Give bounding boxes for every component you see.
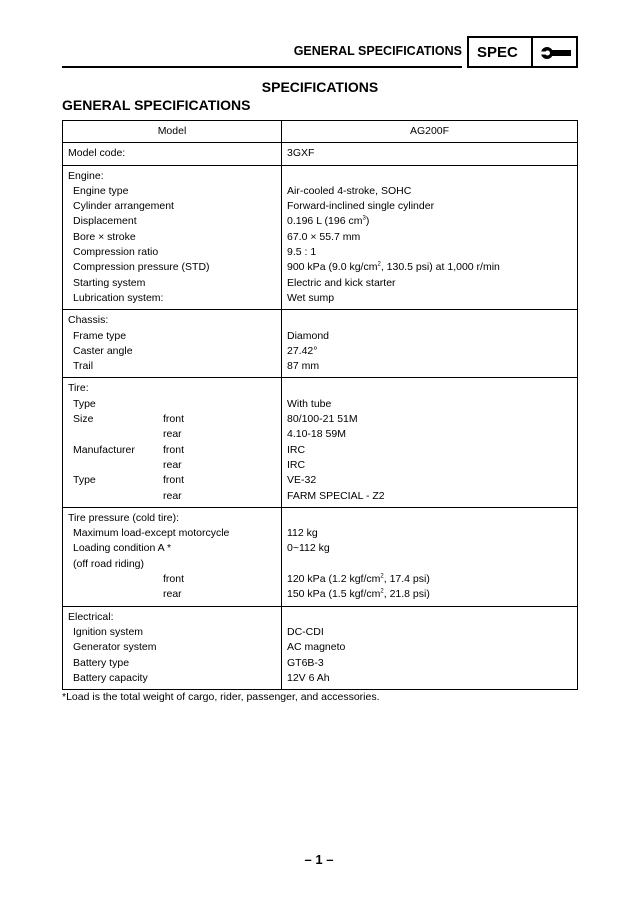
spec-value-text: FARM SPECIAL - Z2 (287, 489, 385, 502)
section-heading: Tire: (68, 382, 89, 395)
spec-value-text: AC magneto (287, 641, 346, 654)
engine-labels (63, 165, 282, 310)
spec-value-text: 0~112 kg (287, 542, 330, 555)
spec-sublabel: front (163, 573, 185, 586)
spec-label-text: Type (73, 397, 96, 410)
spec-label (68, 572, 276, 587)
page-header (62, 36, 578, 76)
electrical-labels (63, 606, 282, 689)
spec-value-text: With tube (287, 397, 332, 410)
spec-label (68, 541, 276, 556)
spec-value-superscript: 2 (380, 573, 384, 580)
spec-value-text: IRC (287, 443, 306, 456)
spec-sublabel: rear (163, 588, 182, 601)
spec-value (287, 526, 572, 541)
electrical-section (63, 606, 578, 689)
spec-label: Displacement (73, 215, 137, 228)
section-heading: Electrical: (68, 610, 114, 623)
section-heading: Chassis: (68, 314, 109, 327)
spec-value-text: 900 kPa (9.0 kg/cm (287, 261, 378, 274)
spec-label-text: Size (73, 413, 94, 426)
spec-sublabel: front (163, 413, 185, 426)
spec-value-superscript: 3 (362, 215, 366, 222)
specifications-table (62, 120, 578, 690)
spec-value-text: 150 kPa (1.5 kgf/cm (287, 588, 381, 601)
spec-value (287, 541, 572, 556)
spec-value (287, 625, 572, 640)
spec-value (287, 397, 572, 412)
spec-label (68, 473, 276, 488)
spec-value-tail: , 130.5 psi) at 1,000 r/min (380, 261, 500, 274)
model-code-value: 3GXF (282, 143, 578, 165)
section-heading-spacer (287, 169, 572, 184)
spec-label (68, 557, 276, 572)
spec-value (287, 656, 572, 671)
spec-label-text: Loading condition A * (73, 542, 172, 555)
section-title: GENERAL SPECIFICATIONS (62, 97, 251, 113)
model-code-row (63, 143, 578, 165)
section-heading-spacer (287, 511, 572, 526)
spec-value-text: Wet sump (287, 291, 335, 304)
spec-label (68, 458, 276, 473)
section-heading-spacer (287, 610, 572, 625)
tire-pressure-section (63, 507, 578, 606)
tire-pressure-values (282, 507, 578, 606)
spec-label (68, 412, 276, 427)
spec-label (68, 443, 276, 458)
spec-value-text: 112 kg (287, 527, 318, 540)
spec-value-superscript: 2 (380, 588, 384, 595)
spec-value-text: DC-CDI (287, 625, 324, 638)
spec-label (68, 397, 276, 412)
spec-value-text: 4.10-18 59M (287, 428, 346, 441)
spec-value (287, 230, 572, 245)
spec-value (287, 359, 572, 374)
spec-sublabel: rear (163, 489, 182, 502)
spec-label: Battery type (73, 656, 130, 669)
spec-value (287, 184, 572, 199)
spec-label: Bore × stroke (73, 230, 136, 243)
spec-value (287, 443, 572, 458)
section-heading-spacer (287, 313, 572, 328)
spec-value (287, 260, 572, 275)
page-title: SPECIFICATIONS (261, 79, 379, 95)
spec-value (287, 214, 572, 229)
tire-labels (63, 378, 282, 507)
spec-value (287, 291, 572, 306)
spec-value-text: 9.5 : 1 (287, 246, 317, 259)
tire-section (63, 378, 578, 507)
spec-value (287, 489, 572, 504)
spec-value-text: GT6B-3 (287, 656, 324, 669)
page-number: – 1 – (304, 852, 334, 867)
spec-value (287, 344, 572, 359)
tire-pressure-labels (63, 507, 282, 606)
spec-label: Ignition system (73, 625, 144, 638)
engine-section (63, 165, 578, 310)
spec-value-text: 87 mm (287, 360, 320, 373)
chassis-values (282, 310, 578, 378)
spec-value (287, 199, 572, 214)
spec-label: Starting system (73, 276, 146, 289)
spec-label (68, 526, 276, 541)
spec-value-text: IRC (287, 458, 306, 471)
spec-label-text: (off road riding) (73, 557, 145, 570)
header-title: GENERAL SPECIFICATIONS (293, 44, 462, 58)
spec-value (287, 587, 572, 602)
spec-value-text: VE-32 (287, 474, 317, 487)
footnote: *Load is the total weight of cargo, rider, passenger, and accessories. (62, 691, 380, 703)
wrench-icon (539, 45, 573, 61)
spec-sublabel: front (163, 443, 185, 456)
spec-label: Compression ratio (73, 246, 159, 259)
spec-value-text: Forward-inclined single cylinder (287, 200, 435, 213)
spec-value (287, 329, 572, 344)
spec-badge-divider (531, 38, 533, 66)
spec-label: Frame type (73, 329, 127, 342)
header-model-value: AG200F (282, 121, 578, 143)
tire-values (282, 378, 578, 507)
spec-value (287, 276, 572, 291)
spec-sublabel: rear (163, 428, 182, 441)
header-model-label: Model (63, 121, 282, 143)
spec-label-text: Manufacturer (73, 443, 135, 456)
spec-label (68, 489, 276, 504)
spec-value-text: Electric and kick starter (287, 276, 396, 289)
spec-badge (467, 36, 578, 68)
spec-value (287, 473, 572, 488)
section-heading: Engine: (68, 169, 104, 182)
spec-label: Generator system (73, 641, 157, 654)
spec-value-tail: , 21.8 psi) (383, 588, 430, 601)
chassis-section (63, 310, 578, 378)
spec-value-text: 80/100-21 51M (287, 413, 358, 426)
spec-value (287, 245, 572, 260)
spec-value (287, 671, 572, 686)
spec-value (287, 427, 572, 442)
spec-value (287, 640, 572, 655)
spec-label: Engine type (73, 184, 129, 197)
spec-label: Compression pressure (STD) (73, 261, 210, 274)
spec-value (287, 412, 572, 427)
spec-value-text: 12V 6 Ah (287, 671, 330, 684)
spec-value-text: 120 kPa (1.2 kgf/cm (287, 573, 381, 586)
spec-label-text: Type (73, 474, 96, 487)
section-heading-spacer (287, 381, 572, 396)
model-code-label: Model code: (63, 143, 282, 165)
spec-sublabel: front (163, 474, 185, 487)
section-heading: Tire pressure (cold tire): (68, 511, 180, 524)
spec-value-text: 0.196 L (196 cm (287, 215, 363, 228)
spec-value-text: Air-cooled 4-stroke, SOHC (287, 184, 412, 197)
spec-label: Lubrication system: (73, 291, 164, 304)
spec-sublabel: rear (163, 458, 182, 471)
spec-value (287, 458, 572, 473)
spec-label (68, 587, 276, 602)
spec-value (287, 557, 572, 572)
spec-value-text: Diamond (287, 329, 330, 342)
spec-value-tail: , 17.4 psi) (383, 573, 430, 586)
spec-badge-label: SPEC (477, 44, 518, 61)
spec-value-tail: ) (365, 215, 370, 228)
electrical-values (282, 606, 578, 689)
spec-label: Caster angle (73, 344, 133, 357)
table-header-row (63, 121, 578, 143)
spec-label (68, 427, 276, 442)
chassis-labels (63, 310, 282, 378)
spec-label: Trail (73, 360, 94, 373)
spec-value-text: 67.0 × 55.7 mm (287, 230, 361, 243)
spec-label-text: Maximum load-except motorcycle (73, 527, 230, 540)
spec-value-text: 27.42° (287, 344, 318, 357)
spec-value-superscript: 2 (377, 261, 381, 268)
engine-values (282, 165, 578, 310)
spec-label: Cylinder arrangement (73, 200, 174, 213)
spec-label: Battery capacity (73, 671, 148, 684)
header-rule (62, 66, 462, 68)
spec-value (287, 572, 572, 587)
